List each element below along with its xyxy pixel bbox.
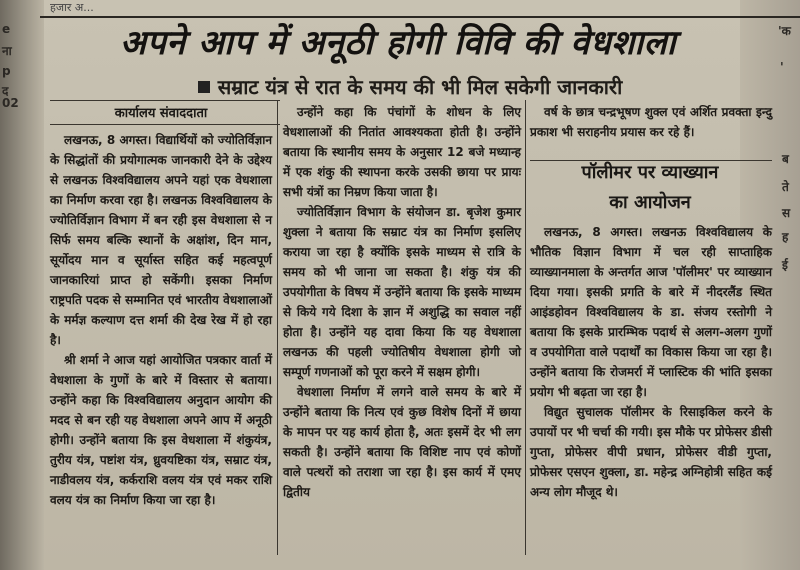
sidebar-article-headline — [540, 158, 760, 218]
paragraph: वर्ष के छात्र चन्द्रभूषण शुक्ल एवं अर्शित प्रवक्ता इन्दु प्रकाश भी सराहनीय प्रयास कर रहे हैं। — [530, 105, 772, 139]
byline-bottom-rule — [50, 124, 280, 125]
masthead-fragment: हजार अ... — [50, 1, 94, 14]
square-bullet-icon — [198, 81, 210, 93]
right-fragment: ह — [782, 230, 789, 244]
column-divider — [277, 100, 278, 555]
right-fragment: ते — [782, 180, 789, 194]
paragraph: वेधशाला निर्माण में लगने वाले समय के बारे में उन्होंने बताया कि नित्य एवं कुछ विशेष दिनों में छाया के मापन पर यह कार्य होता है, अतः इसमें देर भी लग सकती है। उन्होंने बताया कि विशिष्ट नाप एवं कोणों वाले पत्थरों को तराशा जा रहा है। इस कार्य में एमए द्वितीय — [283, 385, 521, 499]
paragraph: लखनऊ, 8 अगस्त। लखनऊ विश्वविद्यालय के भौतिक विज्ञान विभाग में चल रही साप्ताहिक व्याख्यानमाला के अन्तर्गत आज 'पॉलीमर' पर व्याख्यान दिया गया। इसकी प्रगति के बारे में नीदरलैंड स्थित आइंडहोवन विश्वविद्यालय के डा. संजय रस्तोगी ने बताया कि इसके प्रारम्भिक पदार्थ से अलग-अलग गुणों व उपयोगिता वाले पदार्थों का विकास किया जा रहा है। उन्होंने बताया कि रोजमर्रा में प्लास्टिक की भांति इसका प्रयोग भी बढ़ता जा रहा है। — [530, 225, 772, 399]
left-fragment: p — [2, 64, 11, 78]
article-headline: अपने आप में अनूठी होगी विवि की वेधशाला — [119, 23, 677, 63]
byline: कार्यालय संवाददाता — [114, 106, 208, 121]
paragraph: लखनऊ, 8 अगस्त। विद्यार्थियों को ज्योतिर्विज्ञान के सिद्धांतों की प्रयोगात्मक जानकारी देने के उद्देश्य से लखनऊ विश्वविद्यालय अपने यहां एक वेधशाला का निर्माण करवा रहा है। लखनऊ विश्वविद्यालय के ज्योतिर्विज्ञान विभाग में बन रही इस वेधशाला से न सिर्फ समय बल्कि स्थानों के अक्षांश, दिन मान, सूर्योदय मान व सूर्यास्त सहित कई महत्वपूर्ण जानकारियां प्राप्त हो सकेंगी। इसका निर्माण राष्ट्रपति पदक से सम्मानित एवं भारतीय वेधशालाओं के मर्मज्ञ कल्याण दत्त शर्मा की देख रेख में हो रहा है। — [50, 133, 272, 347]
right-fragment: ई — [782, 258, 788, 272]
left-fragment: ना — [2, 44, 12, 58]
left-fragment: e — [2, 22, 11, 36]
paragraph: विद्युत सुचालक पॉलीमर के रिसाइकिल करने के उपायों पर भी चर्चा की गयी। इस मौके पर प्रोफेसर डीसी गुप्ता, प्रोफेसर वीपी प्रधान, प्रोफेसर वीडी गुप्ता, प्रोफेसर एसएन शुक्ला, डा. महेन्द्र अग्निहोत्री सहित कई अन्य लोग मौजूद थे। — [530, 405, 772, 499]
article-column-1 — [50, 130, 272, 510]
left-fragment: द — [2, 84, 9, 98]
right-fragment: स — [782, 206, 791, 220]
headline-line: का आयोजन — [609, 192, 691, 213]
paragraph: श्री शर्मा ने आज यहां आयोजित पत्रकार वार्ता में वेधशाला के गुणों के बारे में विस्तार से बताया। उन्होंने कहा कि विश्वविद्यालय अनुदान आयोग की मदद से बन रही यह वेधशाला अपने आप में अनूठी होगी। उन्होंने बताया कि इस वेधशाला में शंकुयंत्र, तुरीय यंत्र, पष्टांश यंत्र, ध्रुवयष्टिका यंत्र, सम्राट यंत्र, नाडीवलय यंत्र, कर्कराशि वलय यंत्र एवं मकर राशि वलय यंत्र का निर्माण किया जा रहा है। — [50, 353, 272, 507]
paragraph: ज्योतिर्विज्ञान विभाग के संयोजन डा. बृजेश कुमार शुक्ला ने बताया कि सम्राट यंत्र का निर्माण इसलिए कराया जा रहा है क्योंकि इसके माध्यम से रात्रि के समय को भी जाना जा सकता है। शंकु यंत्र की उपयोगीता के विषय में उन्होंने बताया कि इसके माध्यम से किये गये दिशा के ज्ञान में अशुद्धि का सवाल नहीं होता है। उन्होंने यह दावा किया कि यह वेधशाला लखनऊ की पहली ज्योतिषीय वेधशाला होगी जो सम्पूर्ण गणनाओं को पूरा करने में सक्षम होगी। — [283, 205, 521, 379]
right-fragment: ब — [782, 152, 789, 166]
byline-top-rule — [50, 100, 280, 101]
article-column-2 — [283, 102, 521, 502]
column-divider — [525, 100, 526, 555]
left-fragment: 02 — [2, 96, 19, 110]
subheadline-text: सम्राट यंत्र से रात के समय की भी मिल सकेगी जानकारी — [217, 75, 623, 99]
paragraph: उन्होंने कहा कि पंचांगों के शोधन के लिए वेधशालाओं की नितांत आवश्यकता होती है। उन्होंने बताया कि स्थानीय समय के अनुसार 12 बजे मध्यान्ह में एक शंकु की स्थापना करके उसकी छाया पर प्रायः सभी यंत्रों का निम्रण किया जाता है। — [283, 105, 521, 199]
article-column-3-continuation — [530, 102, 772, 142]
right-fragment: ' — [780, 60, 784, 74]
headline-line: पॉलीमर पर व्याख्यान — [581, 162, 719, 183]
right-fragment: 'क — [778, 24, 791, 38]
sidebar-article-body — [530, 222, 772, 502]
article-subheadline — [110, 73, 710, 100]
